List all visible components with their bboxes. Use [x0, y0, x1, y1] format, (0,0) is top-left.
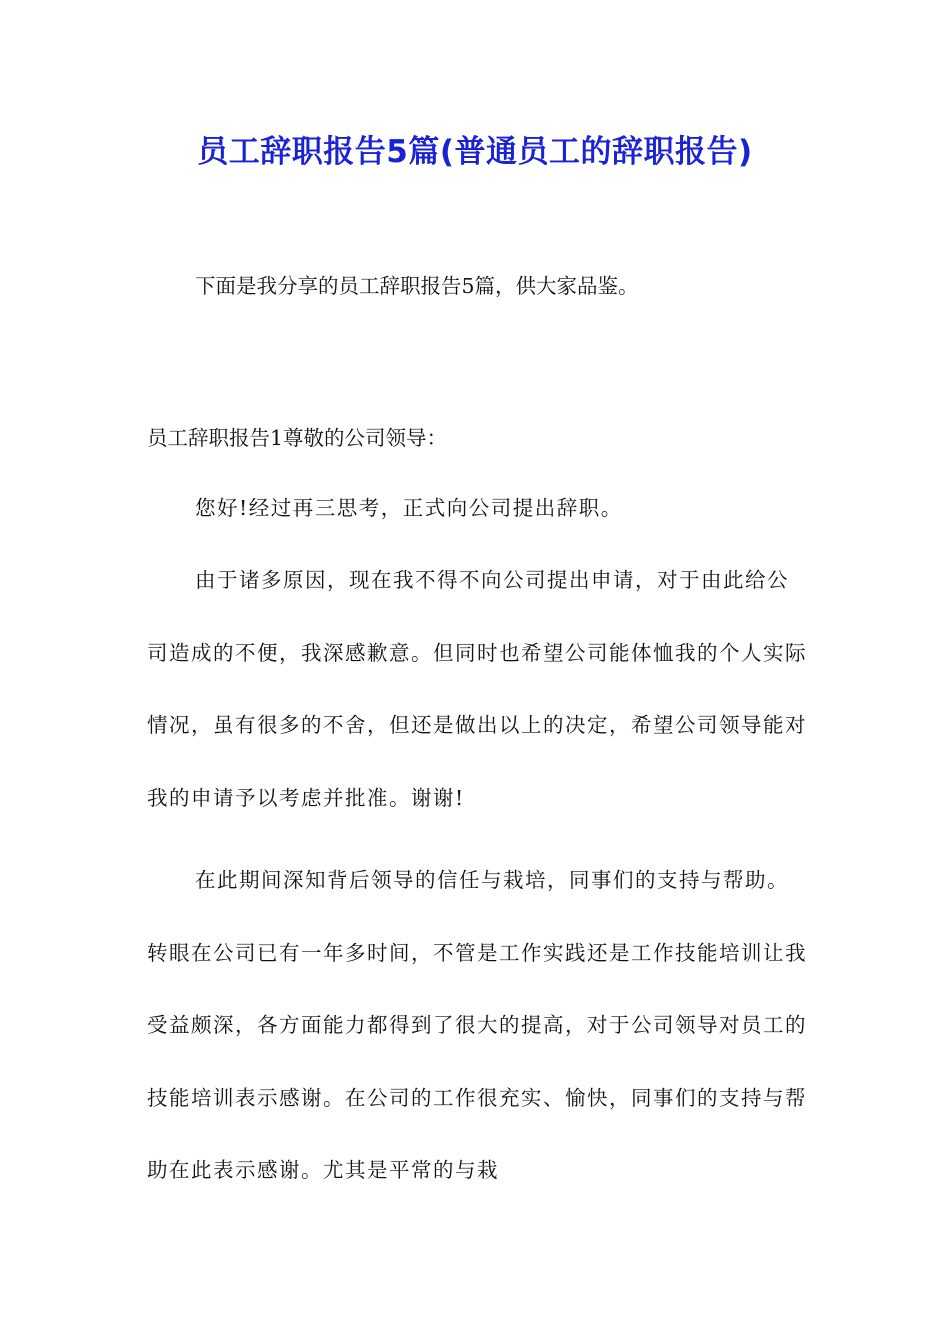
paragraph-greeting: 您好!经过再三思考，正式向公司提出辞职。 — [195, 496, 623, 520]
paragraph-gratitude: 在此期间深知背后领导的信任与栽培，同事们的支持与帮助。转眼在公司已有一年多时间，不管是工作实践还是工作技能培训让我受益颇深，各方面能力都得到了很大的提高，对于公司领导对员工的技能培训表示感谢。在公司的工作很充实、愉快，同事们的支持与帮助在此表示感谢。尤其是平常的与栽 — [147, 868, 807, 1182]
document-title: 员工辞职报告5篇(普通员工的辞职报告) — [197, 134, 753, 170]
section-heading: 员工辞职报告1尊敬的公司领导： — [147, 426, 448, 450]
intro-paragraph: 下面是我分享的员工辞职报告5篇，供大家品鉴。 — [195, 274, 639, 298]
paragraph-reason: 由于诸多原因，现在我不得不向公司提出申请，对于由此给公司造成的不便，我深感歉意。但同时也希望公司能体恤我的个人实际情况，虽有很多的不舍，但还是做出以上的决定，希望公司领导能对我的申请予以考虑并批准。谢谢! — [147, 568, 807, 810]
